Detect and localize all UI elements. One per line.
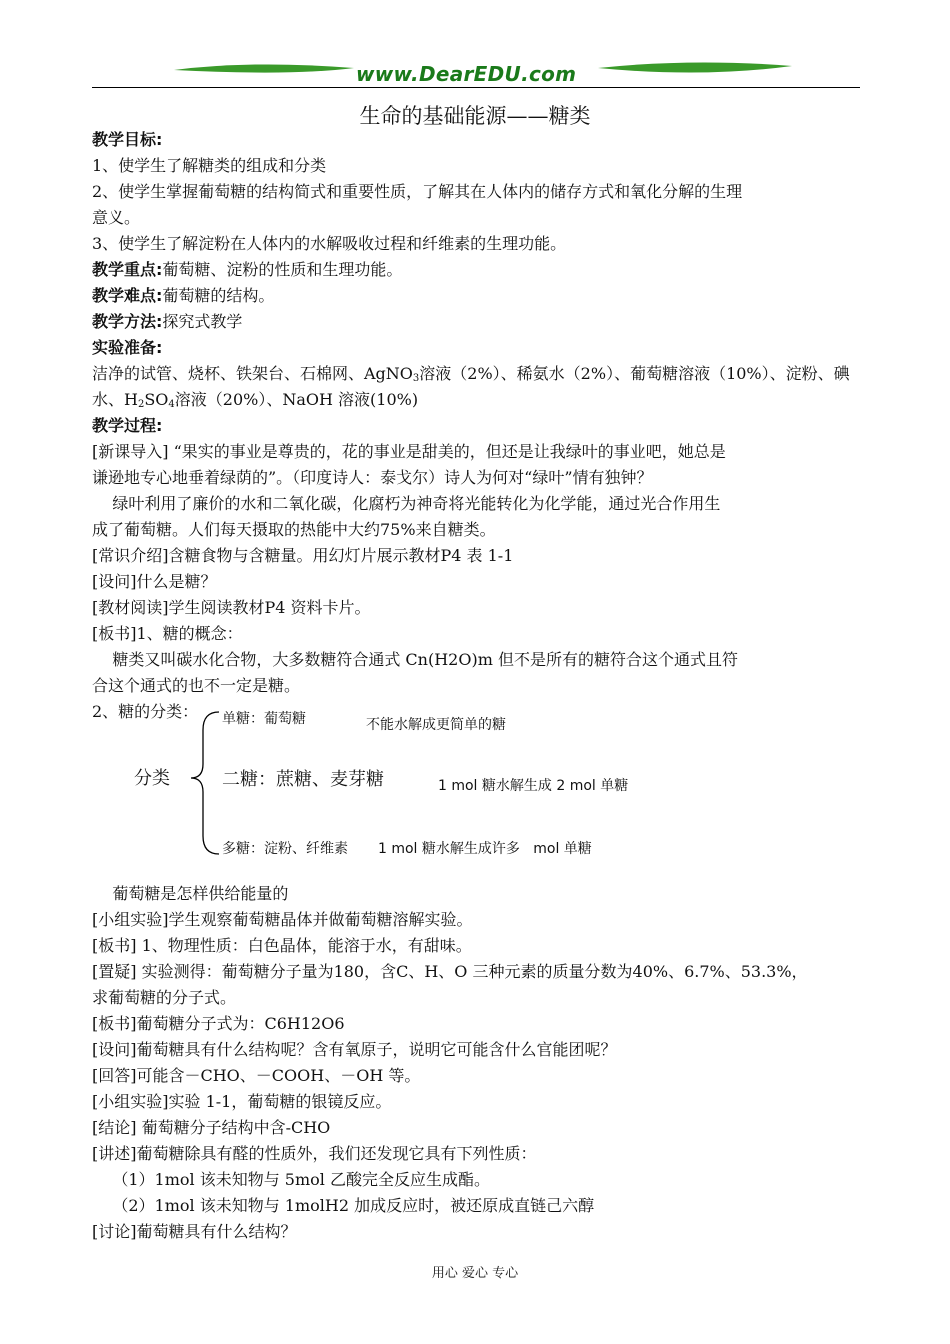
- mono-sugar: 单糖：葡萄糖: [222, 711, 306, 727]
- process-line: 葡萄糖是怎样供给能量的: [92, 884, 289, 903]
- difficulty: [92, 286, 862, 306]
- goals-heading: 教学目标:: [92, 130, 163, 149]
- process-heading: 教学过程:: [92, 416, 163, 435]
- prep-heading: 实验准备:: [92, 338, 163, 357]
- header-divider: [92, 87, 860, 88]
- process-line: （1）1mol 该未知物与 5mol 乙酸完全反应生成酯。: [92, 1170, 490, 1189]
- poly-sugar-desc: 1 mol 糖水解生成许多 mol 单糖: [378, 841, 592, 857]
- classification-root: 分类: [134, 768, 170, 789]
- process-line: [板书] 1、物理性质：白色晶体，能溶于水，有甜味。: [92, 936, 472, 955]
- classification-brace: [185, 708, 225, 858]
- goal-item: 2、使学生掌握葡萄糖的结构简式和重要性质，了解其在人体内的储存方式和氧化分解的生理: [92, 182, 743, 201]
- prep-subscript: 4: [168, 399, 175, 410]
- process-line: [教材阅读]学生阅读教材P4 资料卡片。: [92, 598, 371, 617]
- page-title: 生命的基础能源——糖类: [359, 104, 591, 128]
- process-line: （2）1mol 该未知物与 1molH2 加成反应时，被还原成直链己六醇: [92, 1196, 595, 1215]
- process-line: 绿叶利用了廉价的水和二氧化碳，化腐朽为神奇将光能转化为化学能，通过光合作用生: [92, 494, 721, 513]
- process-line: [小组实验]实验 1-1，葡萄糖的银镜反应。: [92, 1092, 392, 1111]
- process-line: [讨论]葡萄糖具有什么结构？: [92, 1222, 297, 1241]
- process-line: [板书]1、糖的概念：: [92, 624, 243, 643]
- di-sugar: 二糖：蔗糖、麦芽糖: [222, 769, 384, 790]
- prep-subscript: 2: [137, 399, 145, 410]
- process-line: 求葡萄糖的分子式。: [92, 988, 237, 1007]
- prep-text: 溶液（20%）、NaOH 溶液(10%): [174, 390, 419, 409]
- process-line: [新课导入] “果实的事业是尊贵的，花的事业是甜美的，但还是让我绿叶的事业吧，她总是: [92, 442, 726, 461]
- process-line: [置疑] 实验测得：葡萄糖分子量为180，含C、H、O 三种元素的质量分数为40%、6.7%、53.3%，: [92, 962, 808, 981]
- prep-line-2: [92, 390, 862, 415]
- prep-text: 水、H: [92, 390, 138, 409]
- process-line: 成了葡萄糖。人们每天摄取的热能中大约75%来自糖类。: [92, 520, 496, 539]
- key-points-label: 教学重点:: [92, 260, 163, 279]
- process-line: [结论] 葡萄糖分子结构中含-CHO: [92, 1118, 331, 1137]
- prep-text: 溶液（2%）、稀氨水（2%）、葡萄糖溶液（10%）、淀粉、碘: [419, 364, 850, 383]
- di-sugar-desc: 1 mol 糖水解生成 2 mol 单糖: [438, 778, 629, 794]
- difficulty-label: 教学难点:: [92, 286, 163, 305]
- site-logo: www.DearEDU.com: [356, 62, 577, 86]
- process-line: [讲述]葡萄糖除具有醛的性质外，我们还发现它具有下列性质：: [92, 1144, 537, 1163]
- key-points: [92, 260, 862, 280]
- process-line: 糖类又叫碳水化合物，大多数糖符合通式 Cn(H2O)m 但不是所有的糖符合这个通式且符: [92, 650, 738, 669]
- process-line: [设问]葡萄糖具有什么结构呢？含有氧原子，说明它可能含什么官能团呢？: [92, 1040, 617, 1059]
- key-points-text: 葡萄糖、淀粉的性质和生理功能。: [162, 260, 403, 279]
- mono-sugar-desc: 不能水解成更简单的糖: [366, 717, 506, 733]
- prep-text: SO: [144, 390, 169, 409]
- method-text: 探究式教学: [162, 312, 243, 331]
- prep-text: 洁净的试管、烧杯、铁架台、石棉网、AgNO: [92, 364, 413, 383]
- method-label: 教学方法:: [92, 312, 163, 331]
- page-footer: 用心 爱心 专心: [431, 1266, 519, 1281]
- process-line: 2、糖的分类：: [92, 702, 199, 721]
- poly-sugar: 多糖：淀粉、纤维素: [222, 841, 348, 857]
- process-line: [常识介绍]含糖食物与含糖量。用幻灯片展示教材P4 表 1-1: [92, 546, 514, 565]
- prep-line-1: [92, 364, 862, 389]
- process-line: [小组实验]学生观察葡萄糖晶体并做葡萄糖溶解实验。: [92, 910, 473, 929]
- process-line: 合这个通式的也不一定是糖。: [92, 676, 301, 695]
- process-line: [板书]葡萄糖分子式为：C6H12O6: [92, 1014, 345, 1033]
- process-line: [设问]什么是糖？: [92, 572, 217, 591]
- method: [92, 312, 862, 332]
- prep-subscript: 3: [412, 373, 420, 384]
- goal-item: 3、使学生了解淀粉在人体内的水解吸收过程和纤维素的生理功能。: [92, 234, 567, 253]
- goal-item: 1、使学生了解糖类的组成和分类: [92, 156, 327, 175]
- difficulty-text: 葡萄糖的结构。: [162, 286, 275, 305]
- process-line: [回答]可能含－CHO、－COOH、－OH 等。: [92, 1066, 421, 1085]
- goal-item: 意义。: [92, 208, 141, 227]
- process-line: 谦逊地专心地垂着绿荫的”。（印度诗人：泰戈尔）诗人为何对“绿叶”情有独钟？: [92, 468, 653, 487]
